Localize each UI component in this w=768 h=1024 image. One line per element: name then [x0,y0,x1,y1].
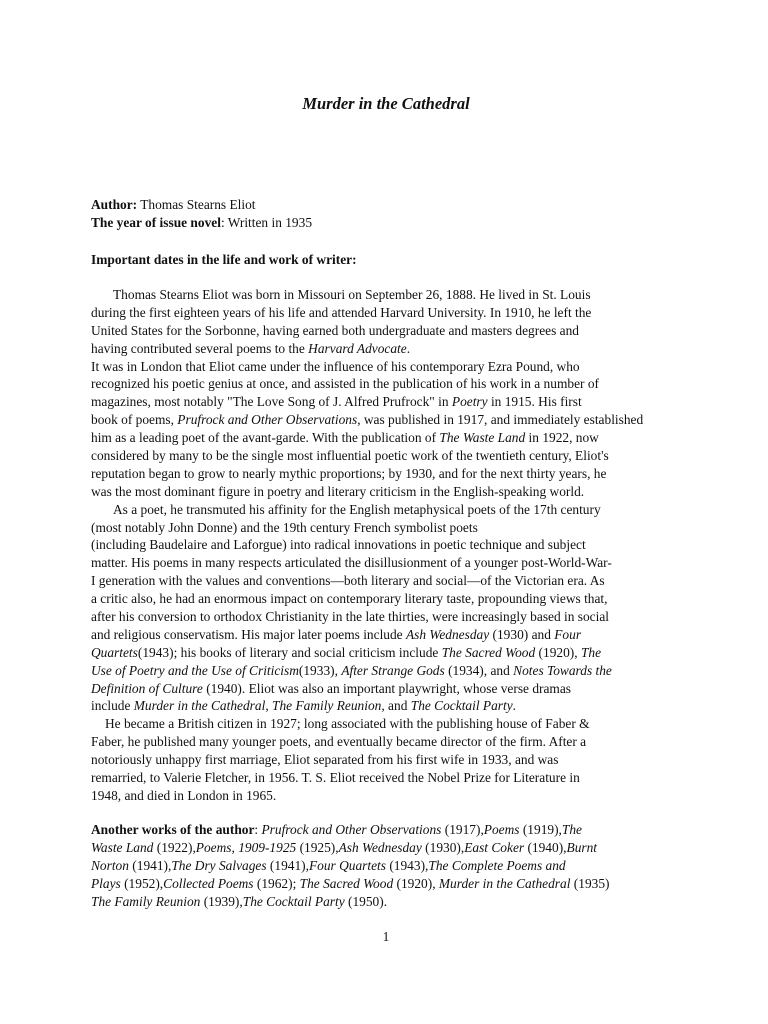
work-year: (1950). [344,893,388,909]
text-line [91,697,681,715]
author-label: Author: [91,197,138,212]
work-title: The [561,822,582,837]
text-span: (1943); his books of literary and social criticism include [137,644,442,660]
text-line: 1948, and died in London in 1965. [91,787,277,803]
text-span: in 1915. His first [487,394,582,410]
work-year: (1925), [296,839,339,855]
work-title: Collected Poems [163,875,254,891]
text-line: United States for the Sorbonne, having earned both undergraduate and masters degrees and [91,322,579,338]
work-title: Four Quartets [308,857,386,873]
work-title: Poems, 1909-1925 [195,839,297,855]
work-title: The Sacred Wood [299,875,394,891]
work-year: (1962); [253,875,300,891]
text-line [91,857,681,875]
work-year: (1935) [570,875,610,891]
italic-title: The Waste Land [439,430,526,446]
italic-title: Poetry [451,394,488,410]
text-line: considered by many to be the single most influential poetic work of the twentieth century, Eliot's [91,448,609,464]
text-span: , was published in 1917, and immediately established [357,412,644,428]
work-year: (1952), [120,875,164,891]
italic-title: Harvard Advocate [308,340,407,356]
text-line [91,393,681,411]
work-year: (1922), [153,839,196,855]
text-span: (1933), [298,662,342,678]
text-span: include [91,698,134,714]
italic-title: The Family Reunion [272,698,382,714]
work-title: The Family Reunion [91,893,201,909]
work-title: Waste Land [91,839,154,855]
italic-title: After Strange Gods [341,662,445,678]
work-year: (1939), [200,893,243,909]
text-line [91,626,681,644]
italic-title: Ash Wednesday [405,626,490,642]
text-line [91,411,681,429]
text-line: remarried, to Valerie Fletcher, in 1956. T. S. Eliot received the Nobel Prize for Literature in [91,770,580,786]
text-span: : [254,822,262,837]
italic-title: The Sacred Wood [441,644,536,660]
work-title: Poems [483,822,520,837]
work-title: Murder in the Cathedral [438,875,571,891]
text-span: , [265,698,273,714]
text-line: It was in London that Eliot came under the influence of his contemporary Ezra Pound, who [91,358,580,374]
biography-text [91,286,681,805]
text-line [91,662,681,680]
work-title: Burnt [566,839,598,855]
text-line: notoriously unhappy first marriage, Eliot separated from his first wife in 1933, and was [91,752,559,768]
text-line: Faber, he published many younger poets, and eventually became director of the firm. After a [91,734,587,750]
text-span: book of poems, [91,412,178,428]
page-number: 1 [382,929,390,944]
text-span: (1934), and [444,662,514,678]
work-title: The Dry Salvages [171,857,267,873]
work-year: (1919), [519,822,562,837]
italic-title: Notes Towards the [513,662,612,678]
author-value: Thomas Stearns Eliot [140,197,256,212]
work-year: (1941), [266,857,309,873]
text-line: having contributed several poems to the Harvard Advocate. [91,340,411,356]
text-line: reputation began to grow to nearly mythic proportions; by 1930, and for the next thirty years, he [91,465,607,481]
text-line: matter. His poems in many respects articulated the disillusionment of a younger post-World-War- [91,555,612,571]
text-span: . [512,698,517,714]
other-works-block [91,821,681,910]
italic-title: Prufrock and Other Observations [177,412,358,428]
italic-title: Definition of Culture [91,680,203,696]
text-span: magazines, most notably "The Love Song of J. Alfred Prufrock" in [91,394,452,410]
text-span: him as a leading poet of the avant-garde. With the publication of [91,430,440,446]
work-title: Norton [91,857,129,873]
text-line [91,644,681,662]
work-title: The Complete Poems and [428,857,566,873]
text-line [91,429,681,447]
work-year: (1943), [385,857,429,873]
text-line: after his conversion to orthodox Christianity in the late thirties, were increasingly based in social [91,609,610,625]
italic-title: The Cocktail Party [410,698,513,714]
text-line: As a poet, he transmuted his affinity for the English metaphysical poets of the 17th century [113,501,601,517]
text-line: (most notably John Donne) and the 19th century French symbolist poets [91,519,478,535]
work-title: The Cocktail Party [242,893,345,909]
text-line [91,875,681,893]
work-year: (1941), [128,857,172,873]
text-line: during the first eighteen years of his life and attended Harvard University. In 1910, he left the [91,304,592,320]
work-title: Ash Wednesday [338,839,422,855]
work-title: Prufrock and Other Observations [261,822,442,837]
text-line: He became a British citizen in 1927; long associated with the publishing house of Faber & [105,716,590,732]
work-year: (1940), [524,839,567,855]
text-line [91,893,681,911]
italic-title: The [580,644,602,660]
italic-title: Use of Poetry and the Use of Criticism [91,662,299,678]
text-span: in 1922, now [525,430,599,446]
important-dates-heading: Important dates in the life and work of writer: [91,252,357,267]
italic-title: Four [554,626,582,642]
other-works-label: Another works of the author [91,822,255,837]
italic-title: Quartets [91,644,138,660]
page-title: Murder in the Cathedral [302,94,470,113]
text-line: a critic also, he had an enormous impact on contemporary literary taste, propounding views that, [91,591,608,607]
text-span: (1920), [535,644,581,660]
text-line: recognized his poetic genius at once, and assisted in the publication of his work in a number of [91,376,599,392]
text-line [91,680,681,698]
year-label: The year of issue novel [91,214,221,230]
text-line: I generation with the values and conventions—both literary and social—of the Victorian era. As [91,573,605,589]
text-line [91,821,681,839]
meta-block [91,196,312,232]
work-year: (1920), [393,875,439,891]
work-title: East Coker [464,839,525,855]
work-title: Plays [91,875,121,891]
italic-title: Murder in the Cathedral [133,698,266,714]
text-span: having contributed several poems to the [91,340,309,356]
text-span: , and [381,698,411,714]
year-line [91,214,312,232]
text-line: (including Baudelaire and Laforgue) into radical innovations in poetic technique and subject [91,537,586,553]
author-line [91,196,312,214]
text-span: (1940). Eliot was also an important playwright, whose verse dramas [202,680,572,696]
work-year: (1917), [441,822,484,837]
year-value: : Written in 1935 [220,214,313,230]
work-year: (1930), [421,839,465,855]
text-line [91,839,681,857]
text-span: (1930) and [489,626,555,642]
text-line: Thomas Stearns Eliot was born in Missouri on September 26, 1888. He lived in St. Louis [113,287,591,302]
text-line: was the most dominant figure in poetry and literary criticism in the English-speaking world. [91,483,585,499]
text-span: and religious conservatism. His major later poems include [91,626,406,642]
